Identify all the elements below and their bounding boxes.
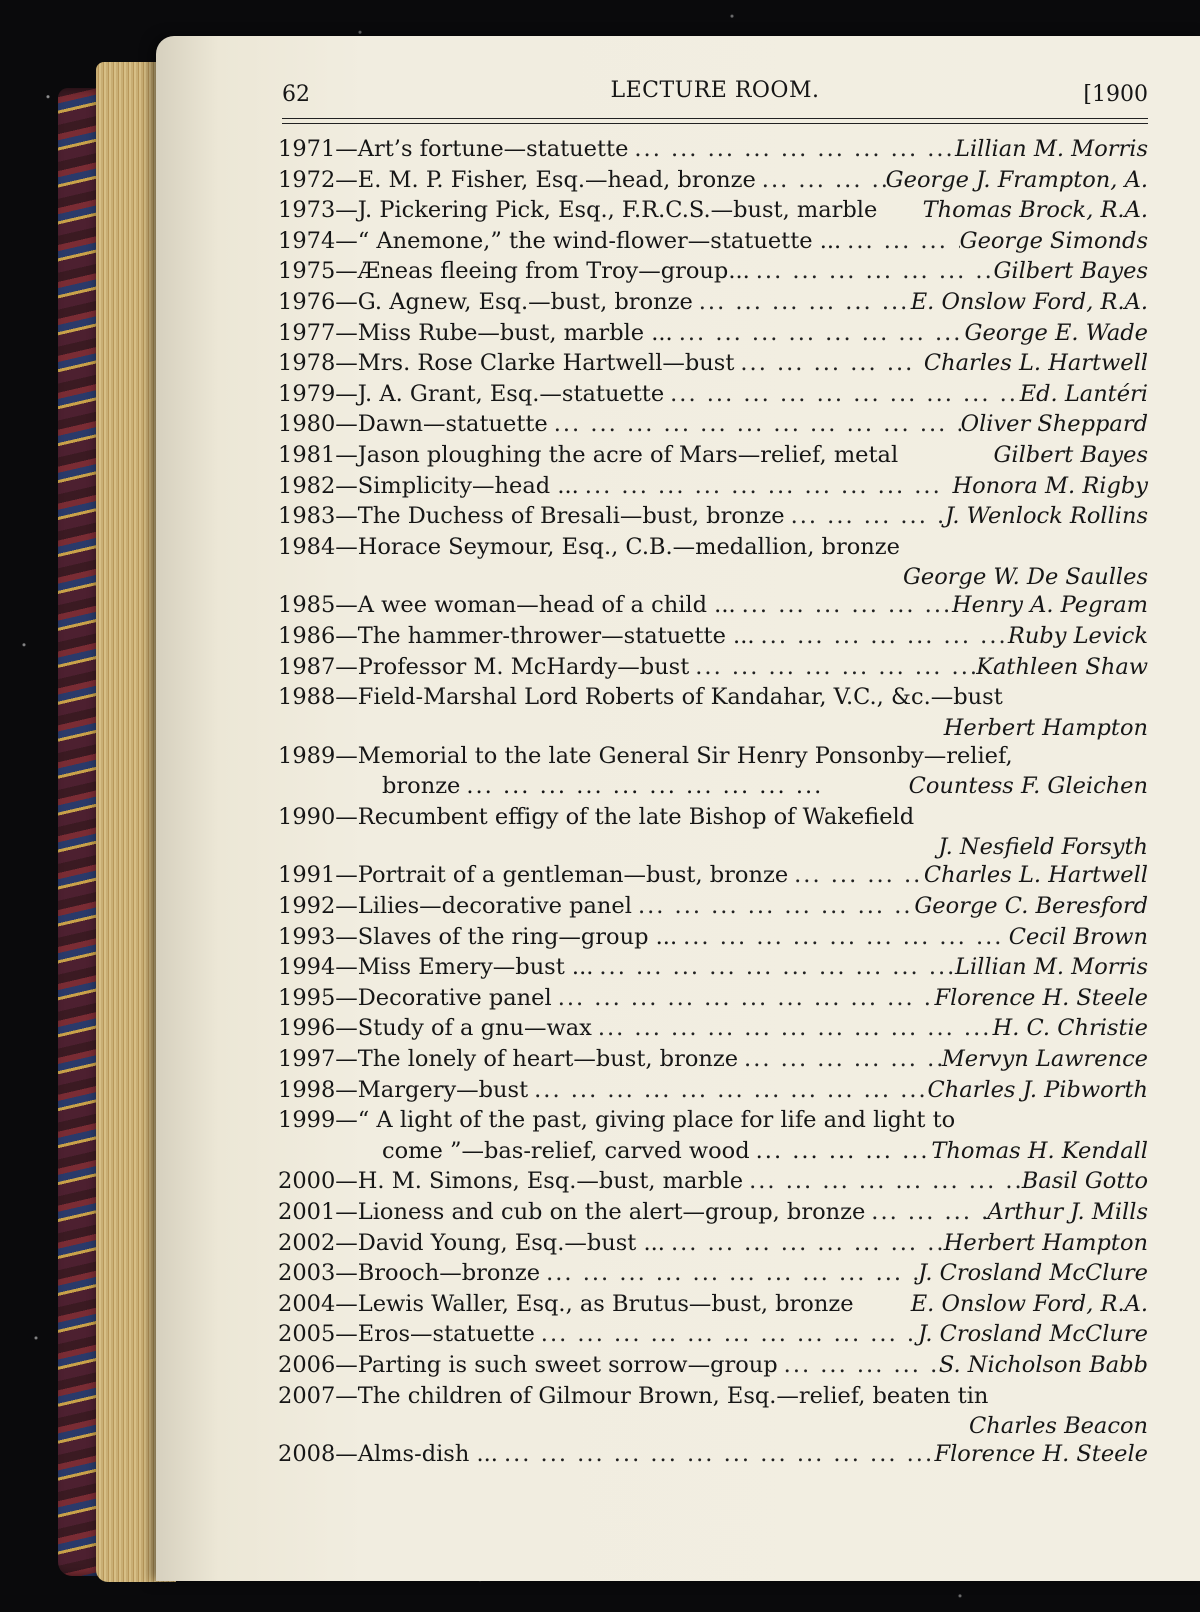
catalogue-entry: 1973—J. Pickering Pick, Esq., F.R.C.S.—bust, marble Thomas Brock, R.A. xyxy=(278,195,1148,226)
catalogue-entry: 1987—Professor M. McHardy—bust ... Kathleen Shaw xyxy=(278,652,1148,683)
catalogue-entry: 2006—Parting is such sweet sorrow—group ... S. Nicholson Babb xyxy=(278,1350,1148,1381)
catalogue-entry: 1978—Mrs. Rose Clarke Hartwell—bust ... Charles L. Hartwell xyxy=(278,348,1148,379)
dot-leader xyxy=(750,256,994,287)
artist-name: J. Crosland McClure xyxy=(918,1321,1148,1348)
catalogue-entry: 1985—A wee woman—head of a child ... ... Henry A. Pegram xyxy=(278,590,1148,621)
dot-leader xyxy=(756,165,886,196)
catalogue-entry: 1993—Slaves of the ring—group ... ... Cecil Brown xyxy=(278,922,1148,953)
catalogue-entry: 1981—Jason ploughing the acre of Mars—relief, metal Gilbert Bayes xyxy=(278,440,1148,471)
catalogue-entry: 1986—The hammer-thrower—statuette ... ... Ruby Levick xyxy=(278,621,1148,652)
artist-name: Florence H. Steele xyxy=(934,984,1148,1011)
catalogue-entry: 1979—J. A. Grant, Esq.—statuette ... Ed. Lantéri xyxy=(278,379,1148,410)
artist-name: Charles J. Pibworth xyxy=(927,1076,1148,1103)
artist-name: Lillian M. Morris xyxy=(955,954,1148,981)
catalogue-entry: 1994—Miss Emery—bust ... ... Lillian M. Morris xyxy=(278,952,1148,983)
artist-name: J. Wenlock Rollins xyxy=(945,503,1148,530)
artist-name: Charles L. Hartwell xyxy=(923,862,1148,889)
dot-leader xyxy=(785,501,946,532)
artist-name: Ruby Levick xyxy=(1007,622,1148,649)
dot-leader xyxy=(540,1258,918,1289)
artist-name: Gilbert Bayes xyxy=(993,258,1148,285)
dot-leader xyxy=(628,134,955,165)
dot-leader xyxy=(841,226,959,257)
catalogue-entry: 1988—Field-Marshal Lord Roberts of Kandahar, V.C., &c.—bust xyxy=(278,684,1003,711)
dot-leader xyxy=(778,1350,939,1381)
catalogue-entry: 1991—Portrait of a gentleman—bust, bronze ... Charles L. Hartwell xyxy=(278,860,1148,891)
catalogue-entry: 2007—The children of Gilmour Brown, Esq.—relief, beaten tin xyxy=(278,1382,989,1409)
catalogue-entry: 1980—Dawn—statuette ... Oliver Sheppard xyxy=(278,409,1148,440)
artist-name: Charles L. Hartwell xyxy=(923,350,1148,377)
artist-name: George C. Beresford xyxy=(914,893,1148,920)
artist-name: Herbert Hampton xyxy=(943,1229,1148,1256)
dot-leader xyxy=(689,652,976,683)
dot-leader xyxy=(548,409,961,440)
dot-leader xyxy=(736,590,952,621)
catalogue-entry: 1975—Æneas fleeing from Troy—group... ... Gilbert Bayes xyxy=(278,256,1148,287)
page-number: 62 xyxy=(282,82,310,107)
dot-leader xyxy=(592,1013,993,1044)
dot-leader xyxy=(693,287,911,318)
artist-name: George W. De Saulles xyxy=(902,564,1148,591)
dot-leader xyxy=(632,891,914,922)
artist-name: Cecil Brown xyxy=(1008,923,1148,950)
catalogue-entry: 2004—Lewis Waller, Esq., as Brutus—bust, bronze E. Onslow Ford, R.A. xyxy=(278,1289,1148,1320)
header-rule xyxy=(282,123,1148,124)
artist-name: Mervyn Lawrence xyxy=(941,1046,1148,1073)
dot-leader xyxy=(673,318,965,349)
catalogue-entry: 1992—Lilies—decorative panel ... George C. Beresford xyxy=(278,891,1148,922)
dot-leader xyxy=(738,1044,942,1075)
artist-name: S. Nicholson Babb xyxy=(938,1351,1148,1378)
catalogue-entry: 1983—The Duchess of Bresali—bust, bronze ... J. Wenlock Rollins xyxy=(278,501,1148,532)
artist-name: Basil Gotto xyxy=(1021,1168,1148,1195)
catalogue-entry: 2000—H. M. Simons, Esq.—bust, marble ... Basil Gotto xyxy=(278,1166,1148,1197)
catalogue-entry: 1976—G. Agnew, Esq.—bust, bronze ... E. Onslow Ford, R.A. xyxy=(278,287,1148,318)
running-header xyxy=(282,78,1148,116)
dot-leader xyxy=(665,1228,944,1259)
dot-leader xyxy=(498,1439,935,1470)
artist-name: Countess F. Gleichen xyxy=(908,773,1148,800)
artist-name: Oliver Sheppard xyxy=(960,411,1148,438)
artist-name: Thomas Brock, R.A. xyxy=(922,197,1148,224)
catalogue-entry: 2005—Eros—statuette ... J. Crosland McClure xyxy=(278,1319,1148,1350)
artist-name: Henry A. Pegram xyxy=(952,592,1148,619)
dot-leader xyxy=(743,1166,1022,1197)
catalogue-entry: 1971—Art’s fortune—statuette ... Lillian M. Morris xyxy=(278,134,1148,165)
artist-name: Ed. Lantéri xyxy=(1019,380,1148,407)
catalogue-entry: 1999—“ A light of the past, giving place for life and light to xyxy=(278,1107,956,1134)
dot-leader xyxy=(664,379,1020,410)
catalogue-entry: 1996—Study of a gnu—wax ... H. C. Christie xyxy=(278,1013,1148,1044)
artist-name: Arthur J. Mills xyxy=(987,1199,1148,1225)
artist-name: Honora M. Rigby xyxy=(952,472,1148,499)
dot-leader xyxy=(755,621,1008,652)
dot-leader xyxy=(788,860,924,891)
dot-leader xyxy=(579,471,953,502)
artist-name: Florence H. Steele xyxy=(934,1441,1148,1468)
artist-name: J. Crosland McClure xyxy=(918,1260,1148,1287)
catalogue-entry: 1990—Recumbent effigy of the late Bishop of Wakefield xyxy=(278,803,915,830)
catalogue-list xyxy=(278,134,1148,1470)
artist-name: Gilbert Bayes xyxy=(993,441,1148,468)
catalogue-entry: 1984—Horace Seymour, Esq., C.B.—medallion, bronze xyxy=(278,533,900,560)
artist-name: Thomas H. Kendall xyxy=(931,1137,1148,1164)
dot-leader xyxy=(535,1319,918,1350)
catalogue-entry: 1974—“ Anemone,” the wind-flower—statuette ... ... George Simonds xyxy=(278,226,1148,257)
catalogue-entry-continuation: bronze ... Countess F. Gleichen xyxy=(278,771,1148,802)
dot-leader xyxy=(677,922,1009,953)
artist-name: E. Onslow Ford, R.A. xyxy=(910,288,1148,315)
dot-leader xyxy=(552,983,935,1014)
dot-leader xyxy=(593,952,955,983)
artist-name: Lillian M. Morris xyxy=(955,136,1148,162)
catalogue-entry: 1998—Margery—bust ... Charles J. Pibworth xyxy=(278,1075,1148,1106)
catalogue-entry: 2002—David Young, Esq.—bust ... ... Herbert Hampton xyxy=(278,1228,1148,1259)
catalogue-entry: 1972—E. M. P. Fisher, Esq.—head, bronze ... George J. Frampton, A. xyxy=(278,165,1148,196)
artist-name: Charles Beacon xyxy=(969,1413,1148,1440)
page-year: [1900 xyxy=(1083,82,1148,107)
header-rule xyxy=(282,118,1148,119)
artist-name: George J. Frampton, A. xyxy=(885,166,1148,193)
catalogue-entry: 1982—Simplicity—head ... ... Honora M. Rigby xyxy=(278,471,1148,502)
dot-leader xyxy=(528,1075,927,1106)
catalogue-entry: 1977—Miss Rube—bust, marble ... ... George E. Wade xyxy=(278,318,1148,349)
artist-name: J. Nesfield Forsyth xyxy=(938,834,1148,861)
artist-name: George E. Wade xyxy=(964,319,1148,346)
catalogue-entry: 1989—Memorial to the late General Sir Henry Ponsonby—relief, xyxy=(278,742,1013,769)
catalogue-entry: 2008—Alms-dish ... ... Florence H. Steele xyxy=(278,1439,1148,1470)
page-title: LECTURE ROOM. xyxy=(610,78,820,103)
artist-name: George Simonds xyxy=(959,227,1148,254)
dot-leader xyxy=(734,348,923,379)
artist-name: Herbert Hampton xyxy=(943,714,1148,741)
catalogue-entry: 1997—The lonely of heart—bust, bronze ... Mervyn Lawrence xyxy=(278,1044,1148,1075)
artist-name: H. C. Christie xyxy=(992,1015,1148,1042)
dot-leader xyxy=(460,771,908,802)
artist-name: Kathleen Shaw xyxy=(976,653,1148,680)
artist-name: E. Onslow Ford, R.A. xyxy=(910,1290,1148,1317)
catalogue-entry-continuation: come ”—bas-relief, carved wood ... Thomas H. Kendall xyxy=(278,1136,1148,1167)
dot-leader xyxy=(750,1136,932,1167)
catalogue-entry: 2003—Brooch—bronze ... J. Crosland McClure xyxy=(278,1258,1148,1289)
catalogue-entry: 2001—Lioness and cub on the alert—group, bronze ... Arthur J. Mills xyxy=(278,1197,1148,1228)
dot-leader xyxy=(865,1197,987,1228)
catalogue-entry: 1995—Decorative panel ... Florence H. Steele xyxy=(278,983,1148,1014)
